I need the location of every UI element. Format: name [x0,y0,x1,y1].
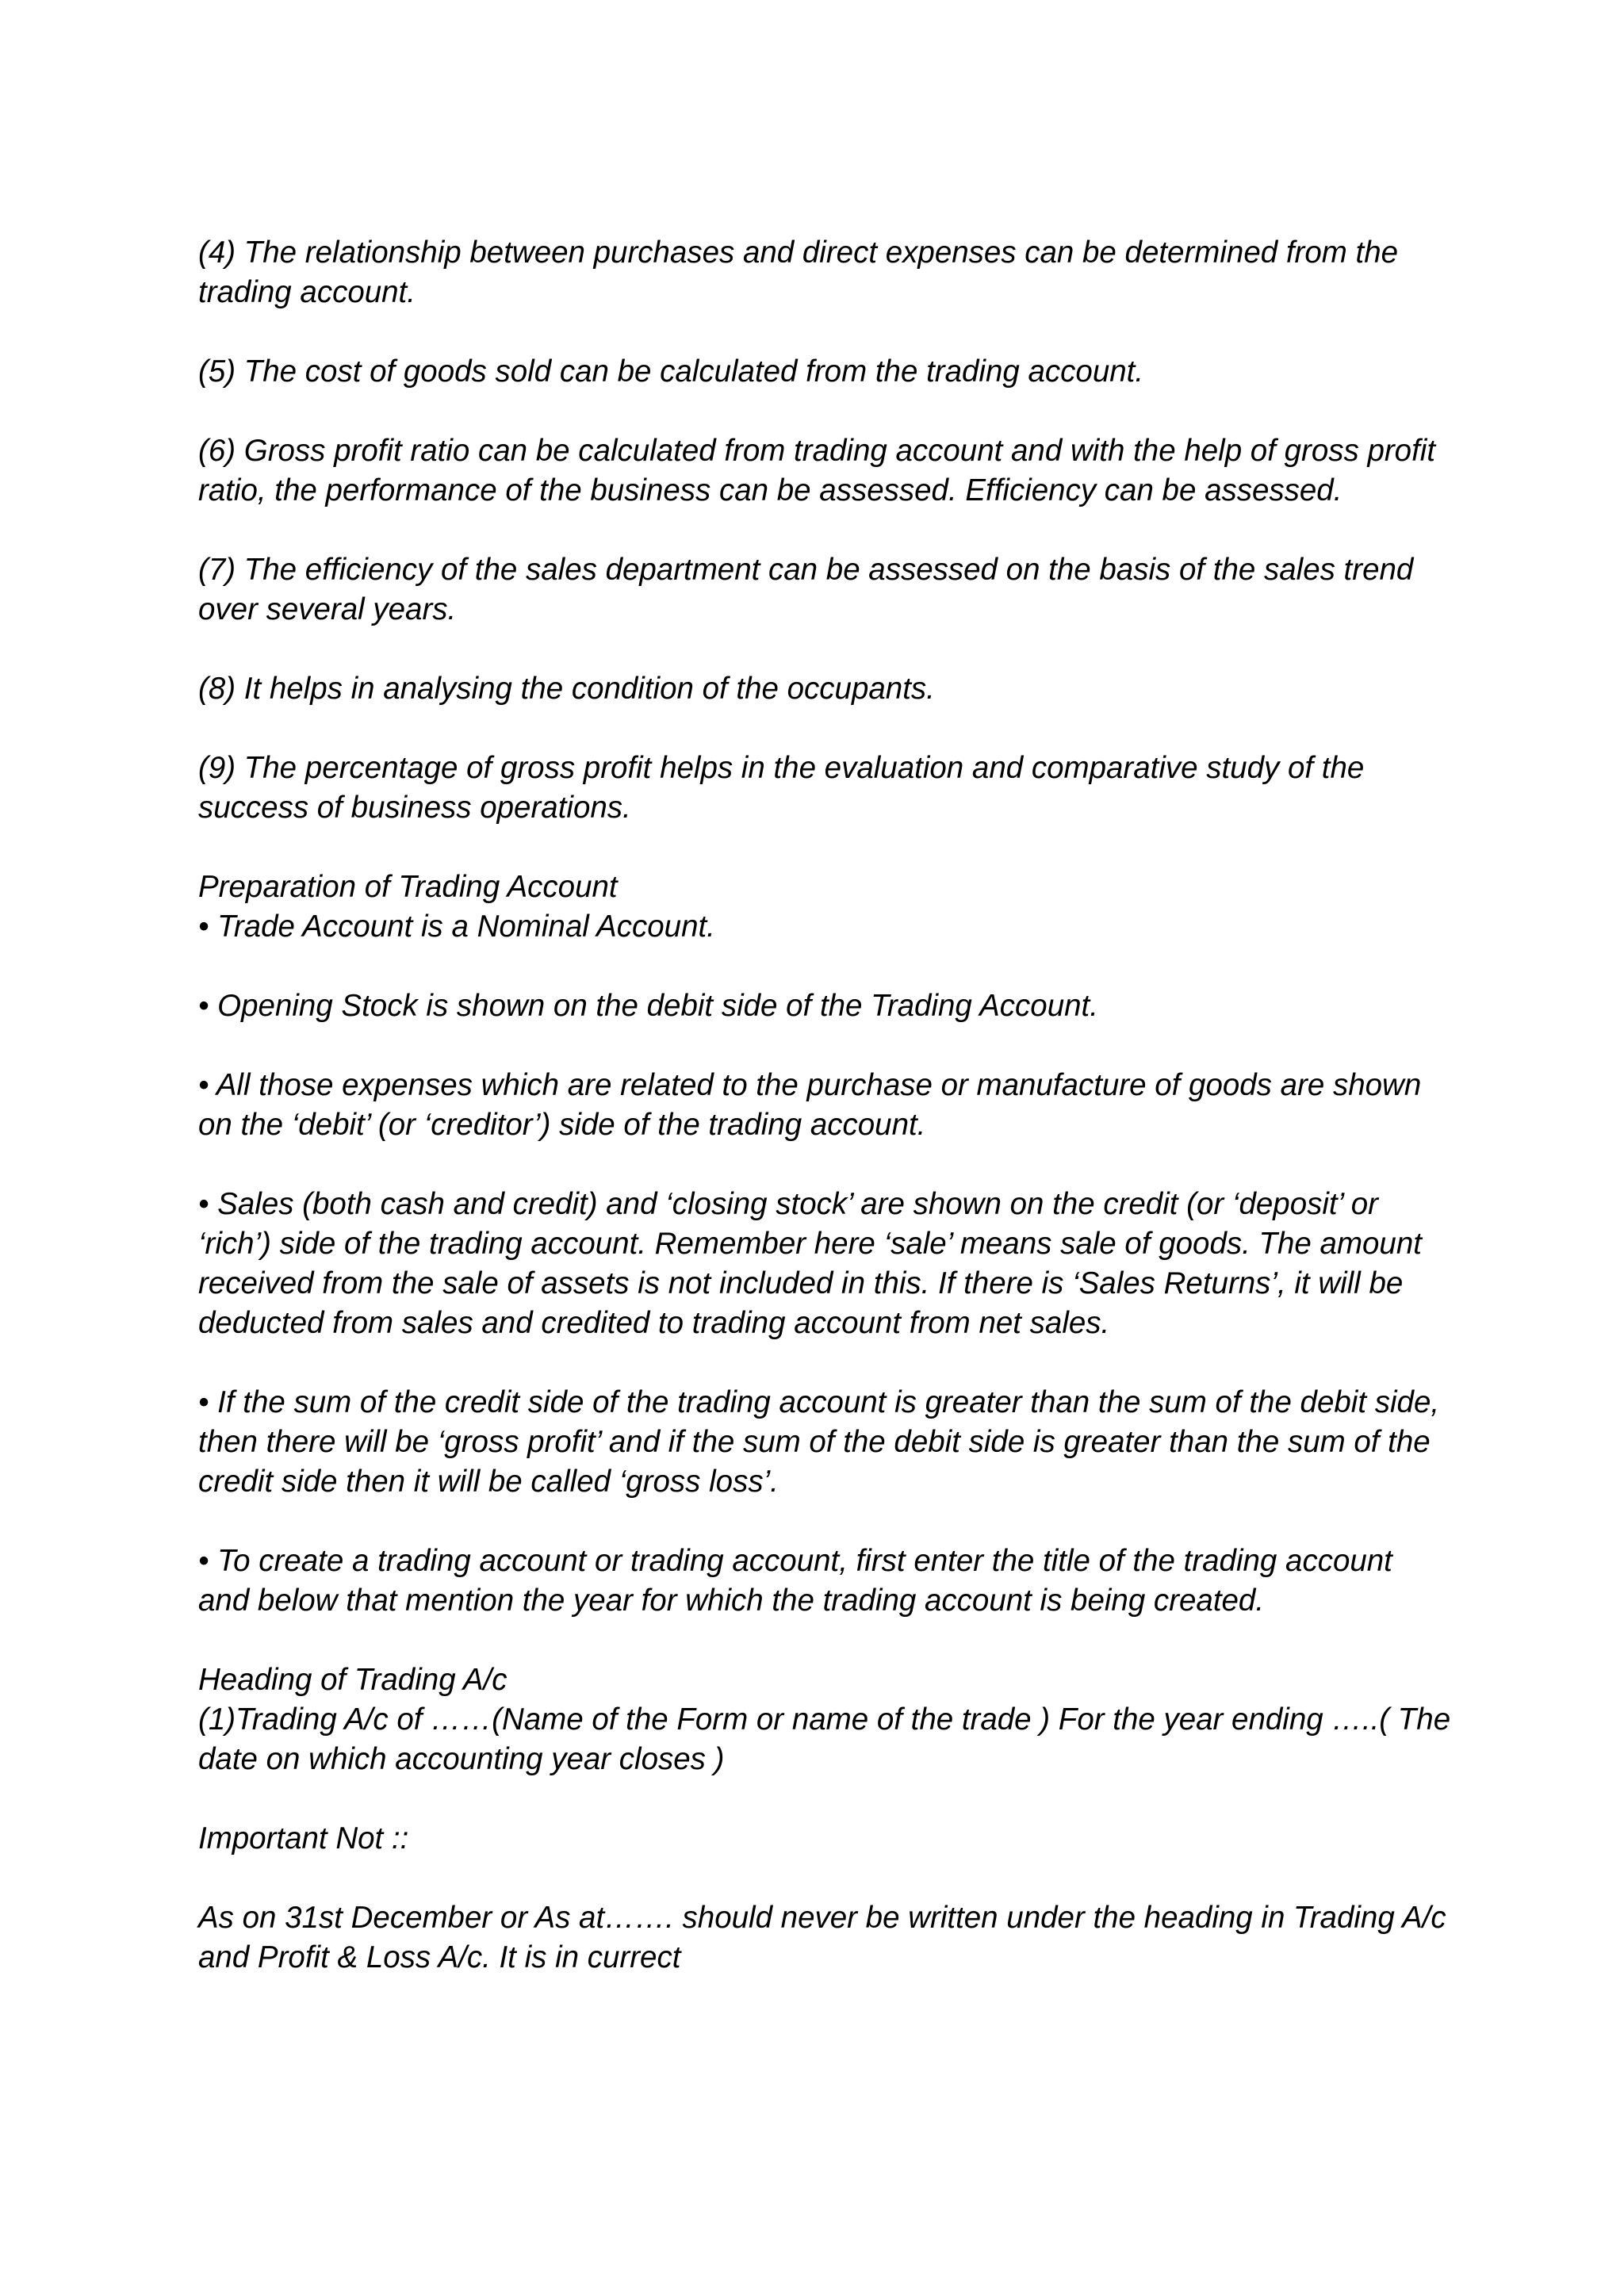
bullet-item: • To create a trading account or trading account, first enter the title of the trading account and below that mention the year for which the trading account is being created. [198,1544,1392,1618]
paragraph-point-7: (7) The efficiency of the sales department can be assessed on the basis of the sales trend over several years. [198,553,1414,626]
important-note-label: Important Not :: [198,1821,409,1855]
important-note-text: As on 31st December or As at……. should never be written under the heading in Trading A/c and Profit & Loss A/c. It is in currect [198,1901,1446,1974]
bullet-item: • Trade Account is a Nominal Account. [198,910,715,944]
bullet-item: • Sales (both cash and credit) and ‘closing stock’ are shown on the credit (or ‘deposit’ or ‘rich’) side of the trading account. Remember here ‘sale’ means sale of goods. The amount received from the sale of assets is not included in this. If there is ‘Sales Returns’, it will be deducted from sales and credited to trading account from net sales. [198,1187,1422,1340]
trading-ac-heading-format: (1)Trading A/c of ……(Name of the Form or name of the trade ) For the year ending …..( The date on which accounting year closes ) [198,1702,1451,1776]
paragraph-point-9: (9) The percentage of gross profit helps in the evaluation and comparative study of the success of business operations. [198,751,1365,825]
bullet-item: • Opening Stock is shown on the debit side of the Trading Account. [198,989,1098,1023]
paragraph-point-4: (4) The relationship between purchases and direct expenses can be determined from the trading account. [198,236,1399,309]
section-heading-trading-ac: Heading of Trading A/c [198,1663,508,1697]
paragraph-point-8: (8) It helps in analysing the condition of the occupants. [198,672,935,706]
section-heading-preparation: Preparation of Trading Account [198,870,618,904]
paragraph-point-5: (5) The cost of goods sold can be calculated from the trading account. [198,354,1144,389]
paragraph-point-6: (6) Gross profit ratio can be calculated from trading account and with the help of gross profit ratio, the performance of the business can be assessed. Efficiency can be assessed. [198,434,1436,507]
document-body [198,233,1451,2017]
bullet-item: • If the sum of the credit side of the trading account is greater than the sum of the debit side, then there will be ‘gross profit’ and if the sum of the debit side is greater than the sum of the credit side then it will be called ‘gross loss’. [198,1385,1440,1499]
bullet-item: • All those expenses which are related to the purchase or manufacture of goods are shown on the ‘debit’ (or ‘creditor’) side of the trading account. [198,1068,1422,1142]
